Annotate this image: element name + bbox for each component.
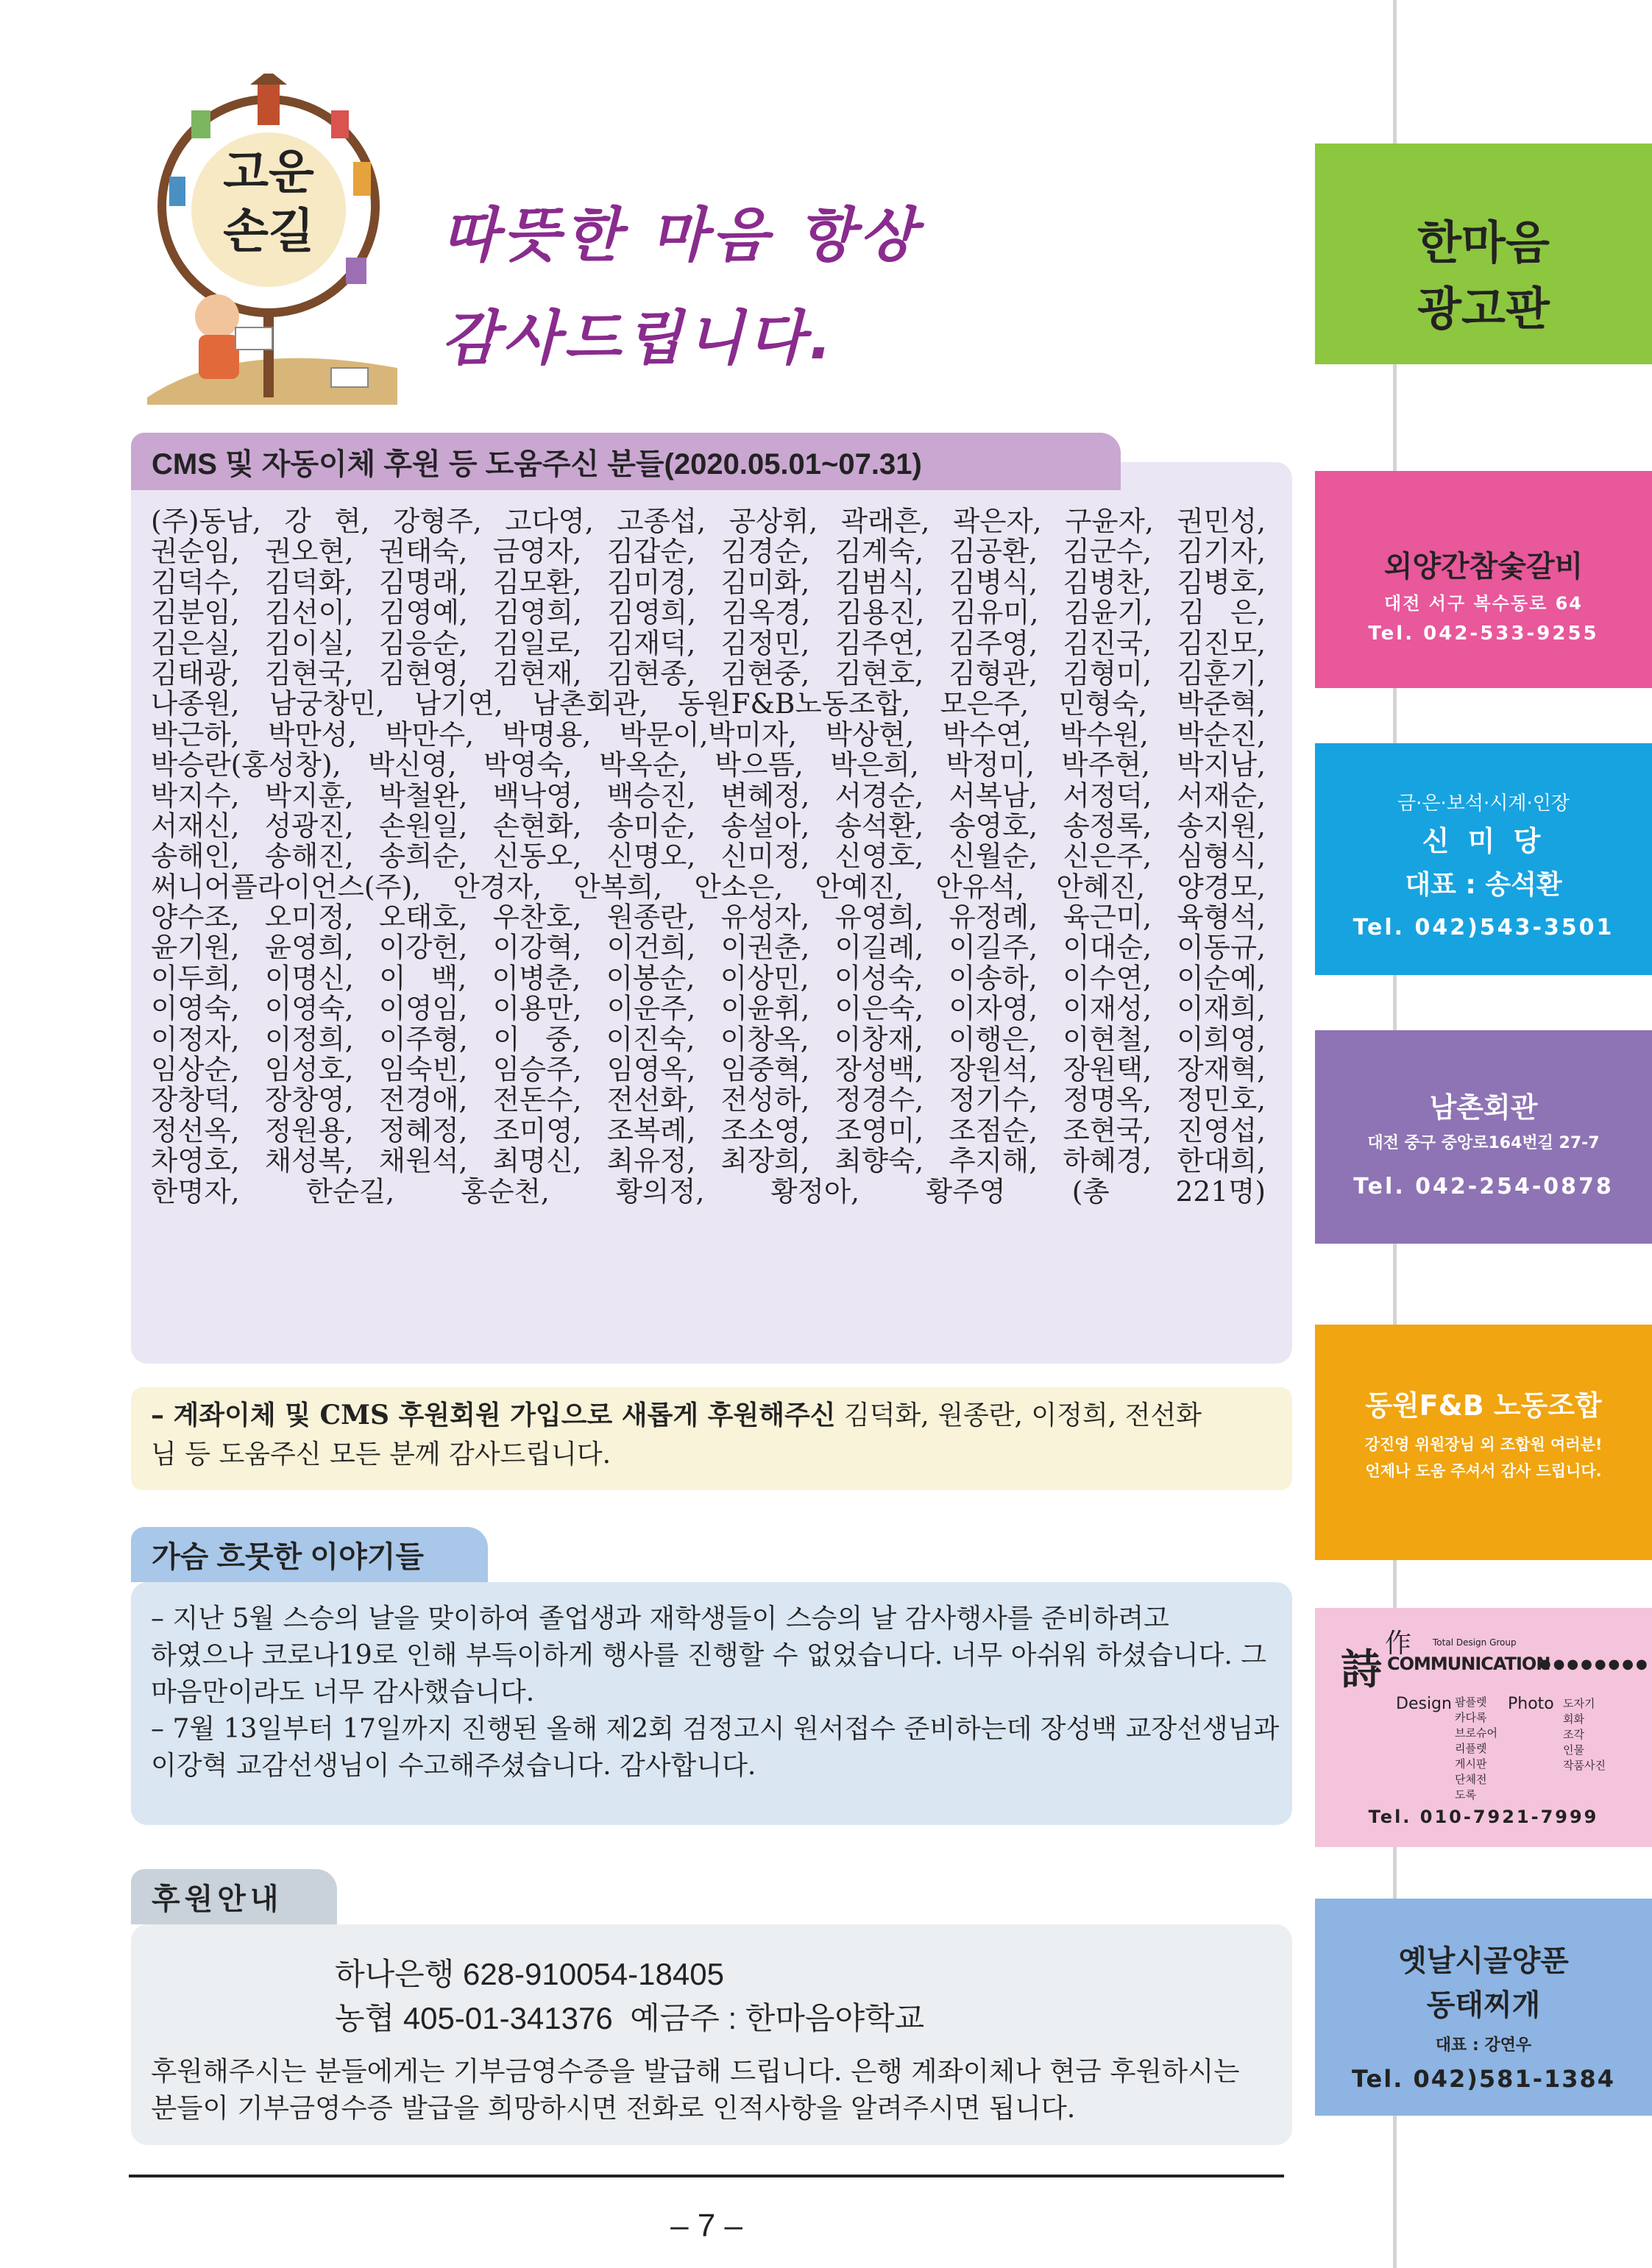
- guide-section-title: 후원안내: [131, 1869, 337, 1924]
- donor-line: 권순임, 권오현, 권태숙, 금영자, 김갑순, 김경순, 김계숙, 김공환, 김군수, 김기자,: [151, 535, 1266, 568]
- ad-5-logo-char-2: 作: [1385, 1629, 1412, 1659]
- donor-line: 서재신, 성광진, 손원일, 손현화, 송미순, 송설아, 송석환, 송영호, 송정록, 송지원,: [151, 809, 1266, 842]
- guide-note-line-1: 후원해주시는 분들에게는 기부금영수증을 발급해 드립니다. 은행 계좌이체나 현금 후원하시는: [151, 2055, 1240, 2087]
- emblem-illustration: [147, 74, 397, 405]
- design-item: 카다록: [1455, 1711, 1487, 1724]
- design-item: 팜플렛: [1455, 1695, 1487, 1709]
- design-item: 도록: [1455, 1788, 1476, 1801]
- design-item: 리플렛: [1455, 1742, 1487, 1755]
- donor-line: 김은실, 김이실, 김응순, 김일로, 김재덕, 김정민, 김주연, 김주영, 김진국, 김진모,: [151, 626, 1266, 659]
- ad-5-dots: ●●●●●●●●: [1539, 1656, 1650, 1672]
- bank-account-hana: 하나은행 628-910054-18405: [335, 1957, 724, 1991]
- design-item: 단체전: [1455, 1773, 1487, 1786]
- ad-6-owner: 대표 : 강연우: [1435, 2036, 1532, 2055]
- ad-3-name: 남촌회관: [1429, 1091, 1538, 1124]
- stories-section-title: 가슴 흐뭇한 이야기들: [131, 1527, 488, 1582]
- donor-line: 차영호, 채성복, 채원석, 최명신, 최유정, 최장희, 최향숙, 추지해, 하혜경, 한대희,: [151, 1144, 1266, 1177]
- ad-5-design-label: Design: [1396, 1695, 1452, 1713]
- ad-2-name: 신 미 당: [1422, 825, 1545, 857]
- ad-dongtae-stew: [1315, 1899, 1652, 2116]
- headline-line-1: 따뜻한 마음 항상: [442, 201, 921, 269]
- ad-dongwon-union: [1315, 1325, 1652, 1560]
- stories-text: [151, 1601, 1280, 1785]
- sidebar-header: [1315, 143, 1652, 364]
- donor-line: 윤기원, 윤영희, 이강헌, 이강혁, 이건희, 이권춘, 이길례, 이길주, 이대순, 이동규,: [151, 931, 1266, 964]
- ad-3-address: 대전 중구 중앙로164번길 27-7: [1367, 1134, 1600, 1152]
- ad-6-phone: Tel. 042)581-1384: [1351, 2065, 1616, 2093]
- ad-namchon-hall: [1315, 1030, 1652, 1244]
- footer-rule: [129, 2175, 1284, 2177]
- donor-line: 박지수, 박지훈, 박철완, 백낙영, 백승진, 변혜정, 서경순, 서복남, 서정덕, 서재순,: [151, 779, 1266, 812]
- ad-3-phone: Tel. 042-254-0878: [1353, 1174, 1614, 1199]
- ad-4-line-2: 언제나 도움 주셔서 감사 드립니다.: [1365, 1462, 1602, 1480]
- donor-line: 한명자, 한순길, 홍순천, 황의정, 황정아, 황주영 (총 221명): [151, 1174, 1266, 1208]
- donor-line: 김분임, 김선이, 김영예, 김영희, 김영희, 김옥경, 김용진, 김유미, 김윤기, 김 은,: [151, 596, 1266, 629]
- ad-1-phone: Tel. 042-533-9255: [1368, 623, 1599, 645]
- ad-5-photo-label: Photo: [1508, 1695, 1554, 1713]
- sidebar-title-1: 한마음: [1417, 216, 1550, 269]
- ad-5-photo-items: [1563, 1696, 1606, 1773]
- donor-line: 박승란(홍성창), 박신영, 박영숙, 박옥순, 박으뜸, 박은희, 박정미, 박주현, 박지남,: [151, 748, 1266, 782]
- story-line: 이강혁 교감선생님이 수고해주셨습니다. 감사합니다.: [151, 1751, 756, 1781]
- ad-1-name: 외양간참숯갈비: [1383, 550, 1584, 584]
- story-line: – 지난 5월 스승의 날을 맞이하여 졸업생과 재학생들이 스승의 날 감사행사를 준비하려고: [151, 1603, 1169, 1634]
- ad-5-logo-char-1: 詩: [1341, 1645, 1382, 1694]
- ad-2-phone: Tel. 042)543-3501: [1353, 915, 1614, 940]
- ad-5-tagline: Total Design Group: [1433, 1637, 1517, 1648]
- donor-line: 이영숙, 이영숙, 이영임, 이용만, 이운주, 이윤휘, 이은숙, 이자영, 이재성, 이재희,: [151, 992, 1266, 1025]
- ad-5-phone: Tel. 010-7921-7999: [1368, 1807, 1599, 1827]
- new-members-note: [151, 1397, 1269, 1473]
- guide-note: [151, 2053, 1269, 2127]
- ad-restaurant-galbi: [1315, 471, 1652, 688]
- ad-4-line-1: 강진영 위원장님 외 조합원 여러분!: [1364, 1436, 1603, 1453]
- donor-line: 송해인, 송해진, 송희순, 신동오, 신명오, 신미정, 신영호, 신월순, 신은주, 심형식,: [151, 840, 1266, 873]
- donor-line: 써니어플라이언스(주), 안경자, 안복희, 안소은, 안예진, 안유석, 안혜진, 양경모,: [151, 870, 1266, 903]
- donor-line: 임상순, 임성호, 임숙빈, 임승주, 임영옥, 임중혁, 장성백, 장원석, 장원택, 장재혁,: [151, 1053, 1266, 1086]
- new-members-names: 김덕화, 원종란, 이정희, 전선화: [835, 1400, 1202, 1431]
- photo-item: 인물: [1563, 1743, 1584, 1757]
- donor-line: 장창덕, 장창영, 전경애, 전돈수, 전선화, 전성하, 정경수, 정기수, 정명옥, 정민호,: [151, 1083, 1266, 1116]
- headline-line-2: 감사드립니다.: [442, 304, 837, 372]
- ad-design-communication: [1315, 1608, 1652, 1847]
- donors-section-title: CMS 및 자동이체 후원 등 도움주신 분들(2020.05.01~07.31): [131, 433, 1121, 490]
- donor-line: 정선옥, 정원용, 정혜정, 조미영, 조복례, 조소영, 조영미, 조점순, 조현국, 진영섭,: [151, 1113, 1266, 1147]
- new-members-bold: – 계좌이체 및 CMS 후원회원 가입으로 새롭게 후원해주신: [151, 1400, 836, 1431]
- donor-line: 이정자, 이정희, 이주형, 이 중, 이진숙, 이창옥, 이창재, 이행은, 이현철, 이희영,: [151, 1022, 1266, 1055]
- design-item: 게시판: [1455, 1757, 1487, 1771]
- photo-item: 도자기: [1563, 1697, 1595, 1710]
- story-line: – 7월 13일부터 17일까지 진행된 올해 제2회 검정고시 원서접수 준비하는데 장성백 교장선생님과: [151, 1714, 1280, 1744]
- donor-line: (주)동남, 강 현, 강형주, 고다영, 고종섭, 공상휘, 곽래흔, 곽은자, 구윤자, 권민성,: [151, 505, 1266, 537]
- donor-line: 김덕수, 김덕화, 김명래, 김모환, 김미경, 김미화, 김범식, 김병식, 김병찬, 김병호,: [151, 565, 1266, 598]
- design-item: 브로슈어: [1455, 1726, 1497, 1740]
- ad-2-owner: 대표 : 송석환: [1405, 870, 1562, 900]
- ad-5-logo-word: COMMUNICATION: [1387, 1654, 1550, 1674]
- donor-line: 박근하, 박만성, 박만수, 박명용, 박문이,박미자, 박상현, 박수연, 박수원, 박순진,: [151, 717, 1266, 751]
- donor-line: 이두희, 이명신, 이 백, 이병춘, 이봉순, 이상민, 이성숙, 이송하, 이수연, 이순예,: [151, 961, 1266, 994]
- guide-note-line-2: 분들이 기부금영수증 발급을 희망하시면 전화로 인적사항을 알려주시면 됩니다.: [151, 2092, 1076, 2124]
- story-line: 하였으나 코로나19로 인해 부득이하게 행사를 진행할 수 없었습니다. 너무 아쉬워 하셨습니다. 그: [151, 1640, 1267, 1670]
- donor-line: 양수조, 오미정, 오태호, 우찬호, 원종란, 유성자, 유영희, 유정례, 육근미, 육형석,: [151, 901, 1266, 934]
- ad-6-menu: 동태찌개: [1426, 1988, 1541, 2022]
- ad-5-design-items: [1455, 1695, 1497, 1803]
- photo-item: 조각: [1563, 1728, 1584, 1741]
- sidebar-title-2: 광고판: [1417, 282, 1550, 336]
- page-number: – 7 –: [670, 2208, 742, 2244]
- donor-names-list: [151, 506, 1266, 1207]
- donor-line: 김태광, 김현국, 김현영, 김현재, 김현종, 김현중, 김현호, 김형관, 김형미, 김훈기,: [151, 656, 1266, 690]
- emblem-title-2: 손길: [223, 205, 314, 259]
- photo-item: 회화: [1563, 1712, 1584, 1726]
- story-line: 마음만이라도 너무 감사했습니다.: [151, 1677, 535, 1707]
- ad-4-name: 동원F&B 노동조합: [1365, 1389, 1602, 1422]
- emblem-title-1: 고운: [223, 146, 314, 200]
- new-members-line2: 님 등 도움주신 모든 분께 감사드립니다.: [151, 1439, 611, 1470]
- photo-item: 작품사진: [1563, 1759, 1606, 1772]
- ad-1-address: 대전 서구 복수동로 64: [1384, 593, 1583, 614]
- donor-line: 나종원, 남궁창민, 남기연, 남촌회관, 동원F&B노동조합, 모은주, 민형숙, 박준혁,: [151, 687, 1266, 720]
- ad-2-category: 금·은·보석·시계·인장: [1397, 793, 1570, 815]
- bank-account-nh: 농협 405-01-341376 예금주 : 한마음야학교: [335, 2001, 925, 2035]
- ad-6-name: 옛날시골양푼: [1398, 1944, 1569, 1978]
- ad-jewelry-sinmidang: [1315, 743, 1652, 975]
